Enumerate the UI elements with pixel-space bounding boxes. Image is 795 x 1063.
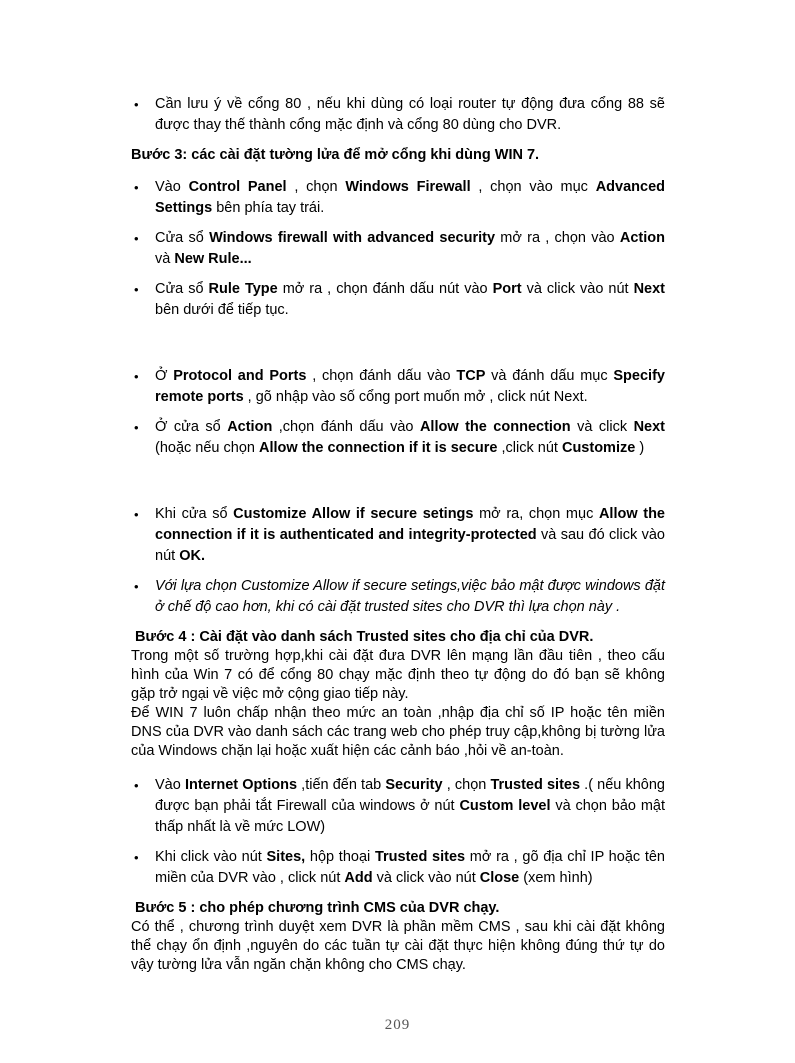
text-run-bold: Rule Type bbox=[208, 281, 278, 297]
document-content bbox=[131, 94, 665, 975]
text-run: mở ra , chọn vào bbox=[495, 230, 620, 246]
bullet-icon: • bbox=[134, 579, 139, 594]
text-run: Vào bbox=[155, 777, 185, 793]
text-run-bold: Windows Firewall bbox=[345, 179, 471, 195]
gap-after-action bbox=[131, 468, 665, 504]
text-run-bold: Trusted sites bbox=[490, 777, 581, 793]
text-run: (hoặc nếu chọn bbox=[155, 440, 259, 456]
text-run: ) bbox=[635, 440, 645, 456]
text-run: Với lựa chọn Customize Allow if secure setings,việc bảo mật được windows đặt ở chế độ cao hơn, khi có cài đặt trusted sites cho DVR thì lựa chọn này . bbox=[155, 578, 665, 615]
text-run-bold: Allow the connection if it is secure bbox=[259, 440, 498, 456]
text-run: ,chọn đánh dấu vào bbox=[272, 419, 420, 435]
paragraph-step4-intro bbox=[131, 647, 665, 704]
bullet-trusted-sites-dialog bbox=[131, 847, 665, 889]
text-run: , gõ nhập vào số cổng port muốn mở , click nút Next. bbox=[243, 389, 588, 405]
gap-after-rule-type bbox=[131, 330, 665, 366]
bullet-customize-secure-settings bbox=[131, 504, 665, 567]
text-run: Cần lưu ý về cổng 80 , nếu khi dùng có loại router tự động đưa cổng 88 sẽ được thay thế thành cổng mặc định và cổng 80 dùng cho DVR. bbox=[155, 96, 665, 133]
bullet-icon: • bbox=[134, 97, 139, 112]
text-run: hộp thoại bbox=[305, 849, 375, 865]
heading-step-3 bbox=[131, 145, 665, 165]
paragraph-step5-intro bbox=[131, 918, 665, 975]
paragraph-step4-detail bbox=[131, 704, 665, 761]
text-run: .( nếu không được bạn phải tắt Firewall của windows ở nút bbox=[155, 777, 665, 814]
bullet-text bbox=[155, 94, 665, 136]
text-run-bold: Next bbox=[633, 419, 666, 435]
text-run: Có thể , chương trình duyệt xem DVR là phần mềm CMS , sau khi cài đặt không thể chạy ổn định ,nguyên do các tuần tự cài đặt thực hiện không đúng thứ tự do vậy tường lửa vẫn ngăn chặn không cho CMS chạy. bbox=[131, 919, 665, 973]
text-run: và sau đó click vào nút bbox=[155, 527, 665, 564]
text-run: Trong một số trường hợp,khi cài đặt đưa DVR lên mạng lần đầu tiên , theo cấu hình của Win 7 có để cổng 80 chạy mặc định theo tự động do đó bạn sẽ không gặp trở ngại về việc mở cộng giao tiếp này. bbox=[131, 648, 665, 702]
text-run: ,click nút bbox=[497, 440, 562, 456]
text-run-bold: Next bbox=[633, 281, 666, 297]
text-run-bold: Windows firewall with advanced security bbox=[209, 230, 496, 246]
text-run-bold: Custom level bbox=[459, 798, 551, 814]
bullet-advanced-security bbox=[131, 228, 665, 270]
text-run-bold: Bước 4 : Cài đặt vào danh sách Trusted sites cho địa chỉ của DVR. bbox=[131, 629, 594, 645]
bullet-text bbox=[155, 417, 665, 459]
text-run: bên dưới để tiếp tục. bbox=[155, 302, 289, 318]
bullet-rule-type bbox=[131, 279, 665, 321]
page-number: 209 bbox=[384, 1017, 411, 1033]
bullet-control-panel bbox=[131, 177, 665, 219]
text-run: , chọn bbox=[286, 179, 346, 195]
text-run-bold: Security bbox=[385, 777, 443, 793]
text-run-bold: Customize Allow if secure setings bbox=[233, 506, 474, 522]
text-run: Cửa sổ bbox=[155, 281, 209, 297]
text-run: mở ra, chọn mục bbox=[473, 506, 599, 522]
bullet-text bbox=[155, 775, 665, 838]
text-run-bold: Advanced Settings bbox=[155, 179, 665, 216]
text-run: Khi click vào nút bbox=[155, 849, 267, 865]
text-run: Để WIN 7 luôn chấp nhận theo mức an toàn ,nhập địa chỉ số IP hoặc tên miền DNS của DVR vào danh sách các trang web cho phép truy cập,không bị tường lửa của Windows chặn lại hoặc xuất hiện các cảnh báo ,hỏi về an-toàn. bbox=[131, 705, 665, 759]
page-footer bbox=[0, 1016, 795, 1034]
text-run: Cửa sổ bbox=[155, 230, 210, 246]
text-run: và click vào nút bbox=[372, 870, 480, 886]
text-run: Ở bbox=[155, 368, 174, 384]
text-run: và đánh dấu mục bbox=[485, 368, 614, 384]
text-run: bên phía tay trái. bbox=[212, 200, 325, 216]
text-run: và chọn bảo mật thấp nhất là về mức LOW) bbox=[155, 798, 665, 835]
bullet-text bbox=[155, 279, 665, 321]
text-run-bold: Protocol and Ports bbox=[173, 368, 307, 384]
text-run: , chọn bbox=[442, 777, 491, 793]
heading-step-4 bbox=[131, 627, 665, 647]
text-run-bold: Add bbox=[344, 870, 373, 886]
text-run: và bbox=[155, 251, 175, 267]
text-run: mở ra , gõ địa chỉ IP hoặc tên miền của DVR vào , click nút bbox=[155, 849, 665, 886]
text-run-bold: Close bbox=[479, 870, 520, 886]
bullet-icon: • bbox=[134, 180, 139, 195]
text-run: Ở cửa sổ bbox=[155, 419, 228, 435]
text-run-bold: Trusted sites bbox=[374, 849, 466, 865]
bullet-icon: • bbox=[134, 231, 139, 246]
text-run: , chọn vào mục bbox=[470, 179, 596, 195]
text-run-bold: Customize bbox=[561, 440, 636, 456]
text-run-bold: Bước 3: các cài đặt tường lửa để mở cổng khi dùng WIN 7. bbox=[131, 147, 540, 163]
text-run: (xem hình) bbox=[519, 870, 593, 886]
bullet-text bbox=[155, 504, 665, 567]
bullet-text bbox=[155, 847, 665, 889]
bullet-protocol-and-ports bbox=[131, 366, 665, 408]
text-run-bold: Allow the connection if it is authenticated and integrity-protected bbox=[155, 506, 665, 543]
heading-step-5 bbox=[131, 898, 665, 918]
bullet-icon: • bbox=[134, 369, 139, 384]
text-run-bold: Control Panel bbox=[188, 179, 287, 195]
bullet-icon: • bbox=[134, 778, 139, 793]
text-run-bold: Port bbox=[492, 281, 522, 297]
bullet-text bbox=[155, 576, 665, 618]
text-run: ,tiến đến tab bbox=[297, 777, 386, 793]
bullet-text bbox=[155, 228, 665, 270]
bullet-icon: • bbox=[134, 282, 139, 297]
bullet-icon: • bbox=[134, 507, 139, 522]
bullet-icon: • bbox=[134, 420, 139, 435]
text-run-bold: Action bbox=[619, 230, 665, 246]
bullet-internet-options bbox=[131, 775, 665, 838]
text-run: Khi cửa sổ bbox=[155, 506, 234, 522]
bullet-port-80-note bbox=[131, 94, 665, 136]
bullet-icon: • bbox=[134, 850, 139, 865]
text-run: và click vào nút bbox=[521, 281, 634, 297]
text-run-bold: TCP bbox=[456, 368, 486, 384]
bullet-text bbox=[155, 366, 665, 408]
text-run: mở ra , chọn đánh dấu nút vào bbox=[277, 281, 493, 297]
bullet-action-allow bbox=[131, 417, 665, 459]
text-run-bold: Internet Options bbox=[184, 777, 298, 793]
text-run: , chọn đánh dấu vào bbox=[306, 368, 457, 384]
text-run: Vào bbox=[155, 179, 189, 195]
text-run-bold: Action bbox=[227, 419, 273, 435]
text-run-bold: Specify remote ports bbox=[155, 368, 665, 405]
text-run-bold: Sites, bbox=[266, 849, 306, 865]
text-run: và click bbox=[570, 419, 634, 435]
text-run-bold: OK. bbox=[179, 548, 205, 564]
text-run-bold: Allow the connection bbox=[419, 419, 571, 435]
bullet-text bbox=[155, 177, 665, 219]
text-run-bold: New Rule... bbox=[174, 251, 252, 267]
text-run-bold: Bước 5 : cho phép chương trình CMS của DVR chạy. bbox=[131, 900, 500, 916]
bullet-note-secure-settings bbox=[131, 576, 665, 618]
